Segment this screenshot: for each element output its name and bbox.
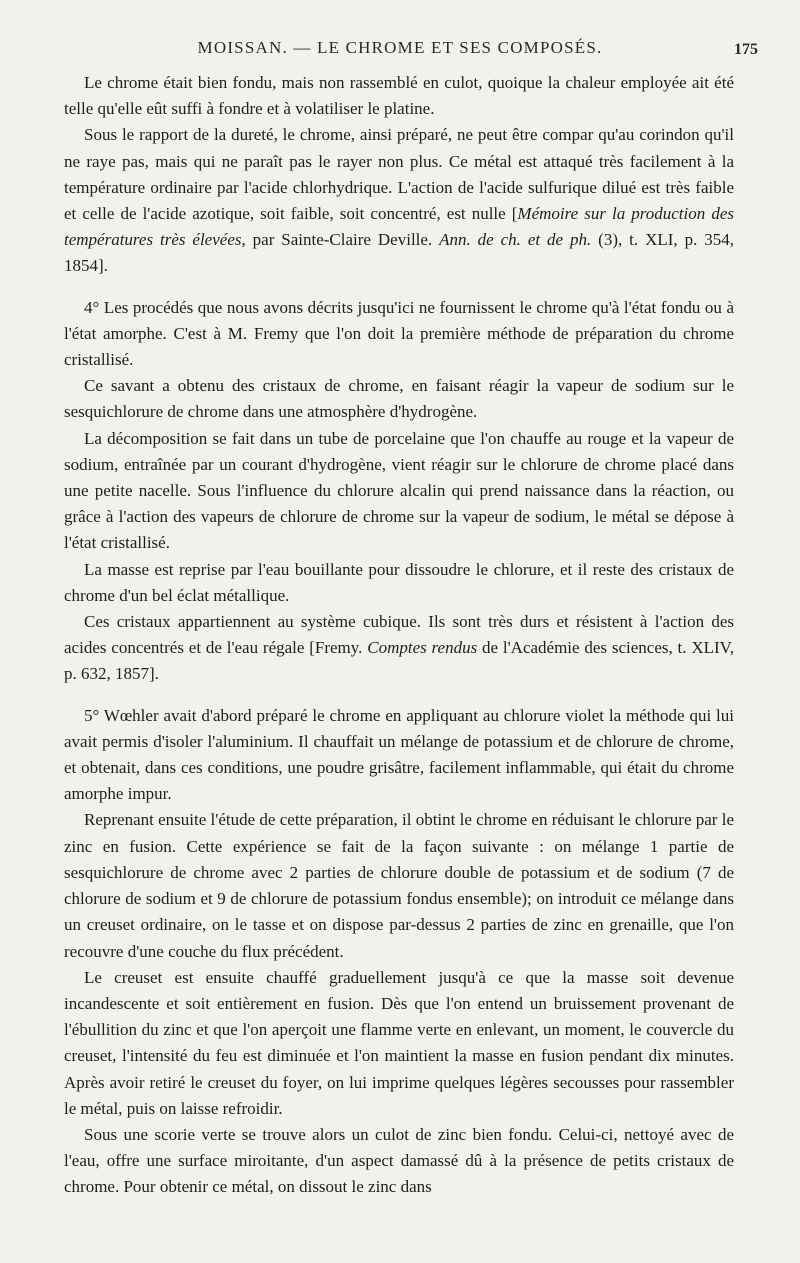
paragraph: La masse est reprise par l'eau bouillante pour dissoudre le chlorure, et il reste des cristaux de chrome d'un bel éclat métallique. — [64, 559, 734, 605]
citation-journal: Comptes rendus — [367, 638, 478, 658]
paragraph: Le creuset est ensuite chauffé graduellement jusqu'à ce que la masse soit devenue incandescente et soit entièrement en fusion. Dès que l'on entend un bruissement provenant de l'ébullition du zinc et que l'on aperçoit une flamme verte en enlevant, un moment, le couvercle du creuset, l'intensité du feu est diminuée et l'on maintient la masse en fusion pendant dix minutes. Après avoir retiré le creuset du foyer, on lui imprime quelques légères secousses pour rassembler le métal, puis on laisse refroidir. — [64, 967, 734, 1118]
running-head: MOISSAN. — LE CHROME ET SES COMPOSÉS. — [197, 38, 603, 57]
page-header — [0, 38, 800, 64]
page-number: 175 — [734, 41, 758, 58]
paragraph: Le chrome était bien fondu, mais non rassemblé en culot, quoique la chaleur employée ait été telle qu'elle eût suffi à fondre et à volatiliser le platine. — [64, 73, 734, 119]
paragraph: Ce savant a obtenu des cristaux de chrome, en faisant réagir la vapeur de sodium sur le sesquichlorure de chrome dans une atmosphère d'hydrogène. — [64, 376, 734, 422]
paragraph: Ces cristaux appartiennent au système cubique. Ils sont très durs et résistent à l'action des acides concentrés et de l'eau régale [Fremy. Comptes rendus de l'Académie des sciences, t. XLIV, p. 632, 1857]. — [64, 612, 735, 684]
paragraph: Reprenant ensuite l'étude de cette préparation, il obtint le chrome en réduisant le chlorure par le zinc en fusion. Cette expérience se fait de la façon suivante : on mélange 1 partie de sesquichlorure de chrome avec 2 parties de chlorure double de potassium et de sodium (7 de chlorure de sodium et 9 de chlorure de potassium fondus ensemble); on introduit ce mélange dans un creuset ordinaire, on le tasse et on dispose par-dessus 2 parties de zinc en grenaille, que l'on recouvre d'une couche du flux précédent. — [64, 810, 734, 961]
citation-journal: Ann. de ch. et de ph. — [439, 230, 592, 250]
paragraph: 4° Les procédés que nous avons décrits jusqu'ici ne fournissent le chrome qu'à l'état fondu ou à l'état amorphe. C'est à M. Fremy que l'on doit la première méthode de préparation du chrome cristallisé. — [64, 297, 734, 370]
paragraph: Sous le rapport de la dureté, le chrome, ainsi préparé, ne peut être compar qu'au corindon qu'il ne raye pas, mais qui ne paraît pas le rayer non plus. Ce métal est attaqué très facilement à la température ordinaire par l'acide chlorhydrique. L'action de l'acide sulfurique dilué est très faible et celle de l'acide azotique, soit faible, soit concentré, est nulle [Mémoire sur la production des températures très élevées, par Sainte-Claire Deville. Ann. de ch. et de ph. (3), t. XLI, p. 354, 1854]. — [64, 125, 734, 276]
paragraph: Sous une scorie verte se trouve alors un culot de zinc bien fondu. Celui-ci, nettoyé avec de l'eau, offre une surface miroitante, d'un aspect damassé dû à la présence de petits cristaux de chrome. Pour obtenir ce métal, on dissout le zinc dans — [64, 1124, 734, 1197]
body-text — [64, 70, 734, 1201]
citation-title: Mémoire sur la production des températures très élevées, — [64, 204, 734, 250]
paragraph: La décomposition se fait dans un tube de porcelaine que l'on chauffe au rouge et la vapeur de sodium, entraînée par un courant d'hydrogène, vient réagir sur le chlorure de chrome placé dans une petite nacelle. Sous l'influence du chlorure alcalin qui prend naissance dans la réaction, ou grâce à l'action des vapeurs de chlorure de chrome sur la vapeur de sodium, le métal se dépose à l'état cristallisé. — [64, 428, 734, 553]
paragraph: 5° Wœhler avait d'abord préparé le chrome en appliquant au chlorure violet la méthode qui lui avait permis d'isoler l'aluminium. Il chauffait un mélange de potassium et de chlorure de chrome, et obtenait, dans ces conditions, une poudre grisâtre, facilement inflammable, qui était du chrome amorphe impur. — [64, 705, 734, 804]
